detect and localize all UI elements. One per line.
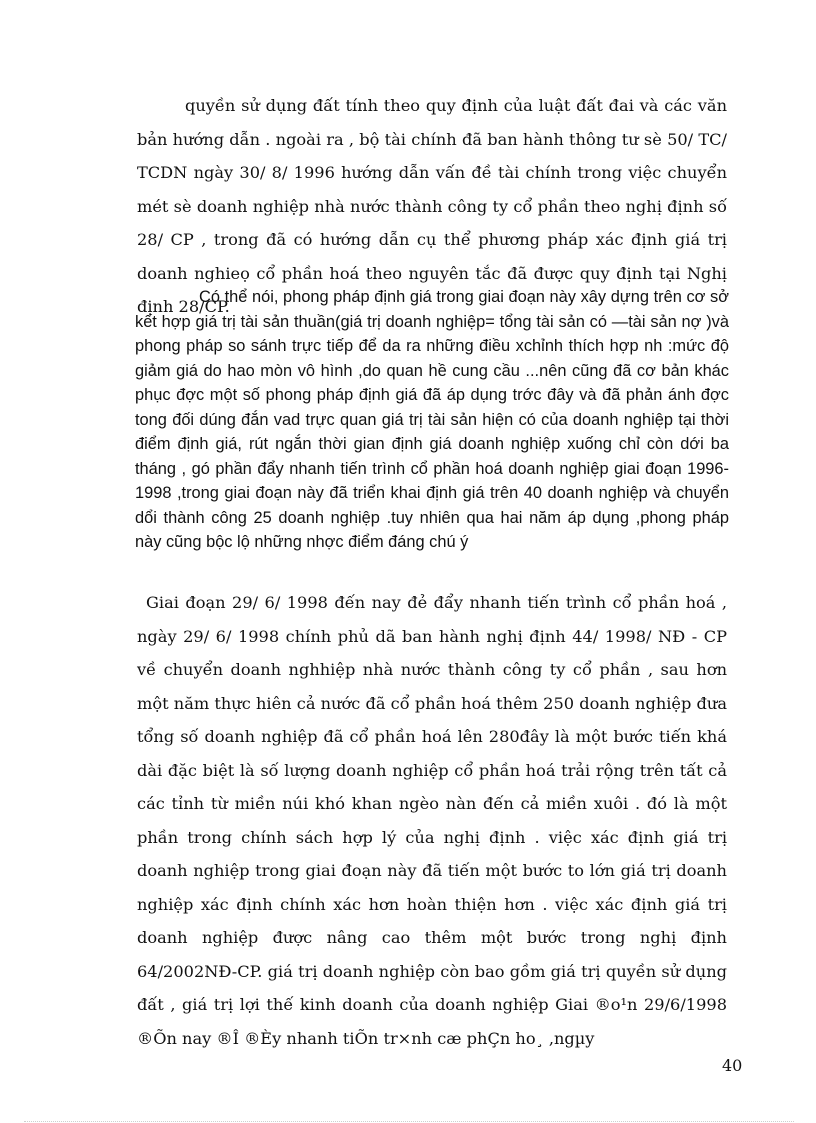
paragraph-3: Giai đoạn 29/ 6/ 1998 đến nay đẻ đẩy nhanh tiến trình cổ phần hoá , ngày 29/ 6/ 1998 chính phủ dã ban hành nghị định 44/ 1998/ NĐ - CP về chuyển doanh nghhiệp nhà nước thành công ty cổ phần , sau hơn một năm thực hiên cả nước đã cổ phần hoá thêm 250 doanh nghiệp đưa tổng số doanh nghiệp đã cổ phần hoá lên 280đây là một bước tiến khá dài đặc biệt là số lượng doanh nghiệp cổ phần hoá trải rộng trên tất cả các tỉnh từ miền núi khó khan ngèo nàn đến cả miền xuôi . đó là một phần trong chính sách hợp lý của nghị định . việc xác định giá trị doanh nghiệp trong giai đoạn này đã tiến một bước to lớn giá trị doanh nghiệp xác định chính xác hơn hoàn thiện hơn . việc xác định giá trị doanh nghiệp được nâng cao thêm một bước trong nghị định 64/2002NĐ-CP. giá trị doanh nghiệp còn bao gồm giá trị quyền sử dụng đất , giá trị lợi thế kinh doanh của doanh nghiệp Giai ®o¹n 29/6/1998 ®Õn nay ®Î ®Èy nhanh tiÕn tr×nh cæ phÇn ho¸ ,ngµy	[137, 593, 727, 1048]
page-number: 40	[722, 1056, 743, 1075]
paragraph-1: quyền sử dụng đất tính theo quy định của luật đất đai và các văn bản hướng dẫn . ngoài ra , bộ tài chính đã ban hành thông tư sè 50/ TC/ TCDN ngày 30/ 8/ 1996 hướng dẫn vấn đề tài chính trong việc chuyển mét sè doanh nghiệp nhà nước thành công ty cổ phần theo nghị định số 28/ CP , trong đã có hướng dẫn cụ thể phương pháp xác định giá trị doanh nghieọ cổ phần hoá theo nguyên tắc đã được quy định tại Nghị định 28/CP.	[137, 96, 727, 316]
paragraph-2: Có thể nói, phong pháp định giá trong giai đoạn này xây dựng trên cơ sở kết hợp giá trị tài sản thuần(giá trị doanh nghiệp= tổng tài sản có —tài sản nợ )và phong pháp so sánh trực tiếp để da ra những điều xchỉnh thích hợp nh :mức độ giảm giá do hao mòn vô hình ,do quan hề cung cầu ...nên cũng đã cơ bản khác phục đợc một số phong pháp định giá đã áp dụng trớc đây và đã phản ánh đợc tong đối dúng đắn vad trực quan giá trị tài sản hiện có của doanh nghiệp tại thời điểm định giá, rút ngắn thời gian định giá doanh nghiệp xuống chỉ còn dới ba tháng , gó phần đẩy nhanh tiến trình cổ phần hoá doanh nghiệp giai đoạn 1996-1998 ,trong giai đoạn này đã triển khai định giá trên 40 doanh nghiệp và chuyển dổi thành công 25 doanh nghiệp .tuy nhiên qua hai năm áp dụng ,phong pháp này cũng bộc lộ những nhợc điểm đáng chú ý	[135, 288, 729, 551]
footer-divider	[24, 1121, 794, 1122]
